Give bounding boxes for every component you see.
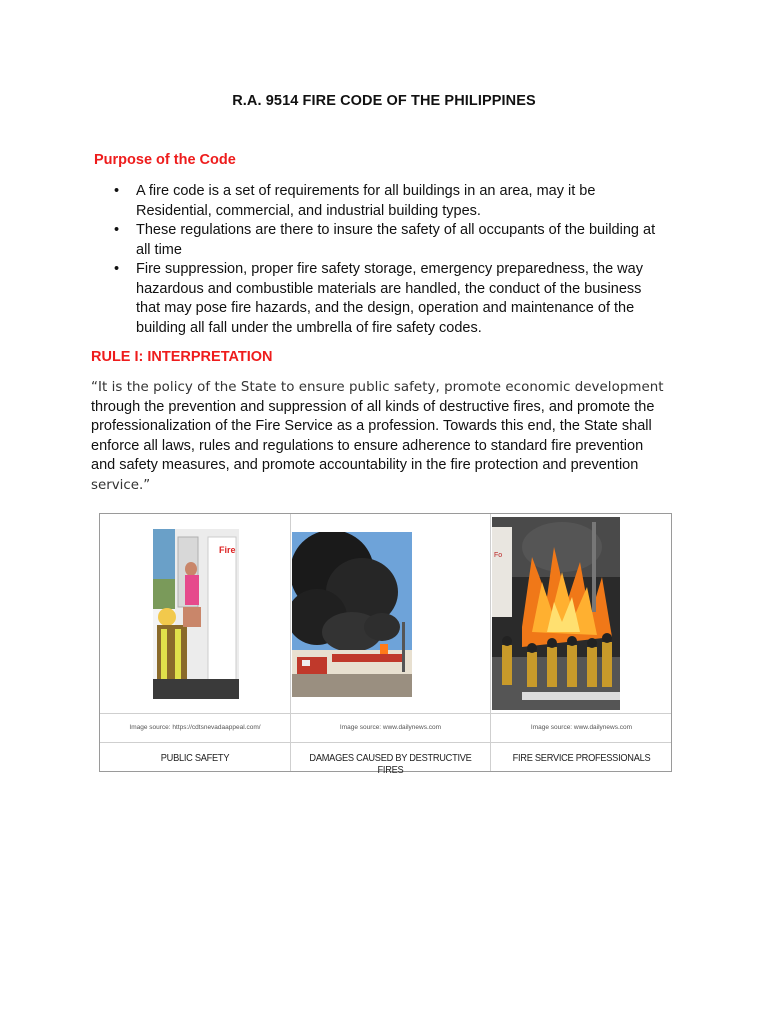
quote-line: professionalization of the Fire Service as a profession. Towards this end, the State shall <box>91 418 652 435</box>
quote-line: service.” <box>91 477 151 493</box>
bullet-line: Residential, commercial, and industrial building types. <box>136 202 481 219</box>
quote-line: and safety measures, and promote accountability in the fire protection and prevention <box>91 457 639 474</box>
bullet-icon: • <box>114 261 120 277</box>
quote-line: through the prevention and suppression of all kinds of destructive fires, and promote the <box>91 398 655 415</box>
public-safety-photo <box>153 529 239 699</box>
document-title: R.A. 9514 FIRE CODE OF THE PHILIPPINES <box>232 93 536 109</box>
firefighter-rescue-image <box>153 529 239 699</box>
bullet-line: building all fall under the umbrella of fire safety codes. <box>136 319 482 336</box>
svg-text:Fire: Fire <box>219 545 236 555</box>
bullet-line: all time <box>136 241 182 258</box>
bullet-line: that may pose fire hazards, and the design, operation and maintenance of the <box>136 300 635 316</box>
destructive-fire-photo <box>292 532 412 697</box>
purpose-bullet-list <box>112 182 682 338</box>
quote-line: enforce all laws, rules and regulations to ensure adherence to standard fire prevention <box>91 437 644 454</box>
bullet-line: These regulations are there to insure the safety of all occupants of the building at <box>136 222 656 238</box>
bullet-line: Fire suppression, proper fire safety storage, emergency preparedness, the way <box>136 261 643 277</box>
purpose-heading: Purpose of the Code <box>94 152 236 168</box>
row-divider <box>100 742 671 743</box>
column-divider <box>290 514 291 771</box>
bullet-icon: • <box>114 183 120 199</box>
rule-heading: RULE I: INTERPRETATION <box>91 349 273 365</box>
bullet-item <box>112 260 682 338</box>
bullet-line: hazardous and combustible materials are handled, the conduct of the business <box>136 280 642 297</box>
bullet-item <box>112 221 682 260</box>
quote-line: “It is the policy of the State to ensure public safety, promote economic development <box>91 380 664 395</box>
bullet-line: A fire code is a set of requirements for all buildings in an area, may it be <box>136 183 596 199</box>
bullet-icon: • <box>114 222 120 238</box>
image-source-2: Image source: www.dailynews.com <box>339 724 442 731</box>
image-source-3: Image source: www.dailynews.com <box>530 724 633 731</box>
fire-service-photo <box>492 517 620 710</box>
row-divider <box>100 713 671 714</box>
column-divider <box>490 514 491 771</box>
interpretation-quote <box>91 378 683 496</box>
burning-building-image <box>292 532 412 697</box>
caption-public-safety: PUBLIC SAFETY <box>160 752 230 764</box>
image-table <box>99 513 672 776</box>
svg-text:Fo: Fo <box>494 552 503 559</box>
caption-fire-service: FIRE SERVICE PROFESSIONALS <box>512 752 651 764</box>
firefighters-blaze-image <box>492 517 620 710</box>
bullet-item <box>112 182 682 221</box>
caption-destructive-fires: DAMAGES CAUSED BY DESTRUCTIVE FIRES <box>309 752 472 776</box>
image-source-1: Image source: https://cdtsnevadaappeal.com/ <box>129 724 261 731</box>
